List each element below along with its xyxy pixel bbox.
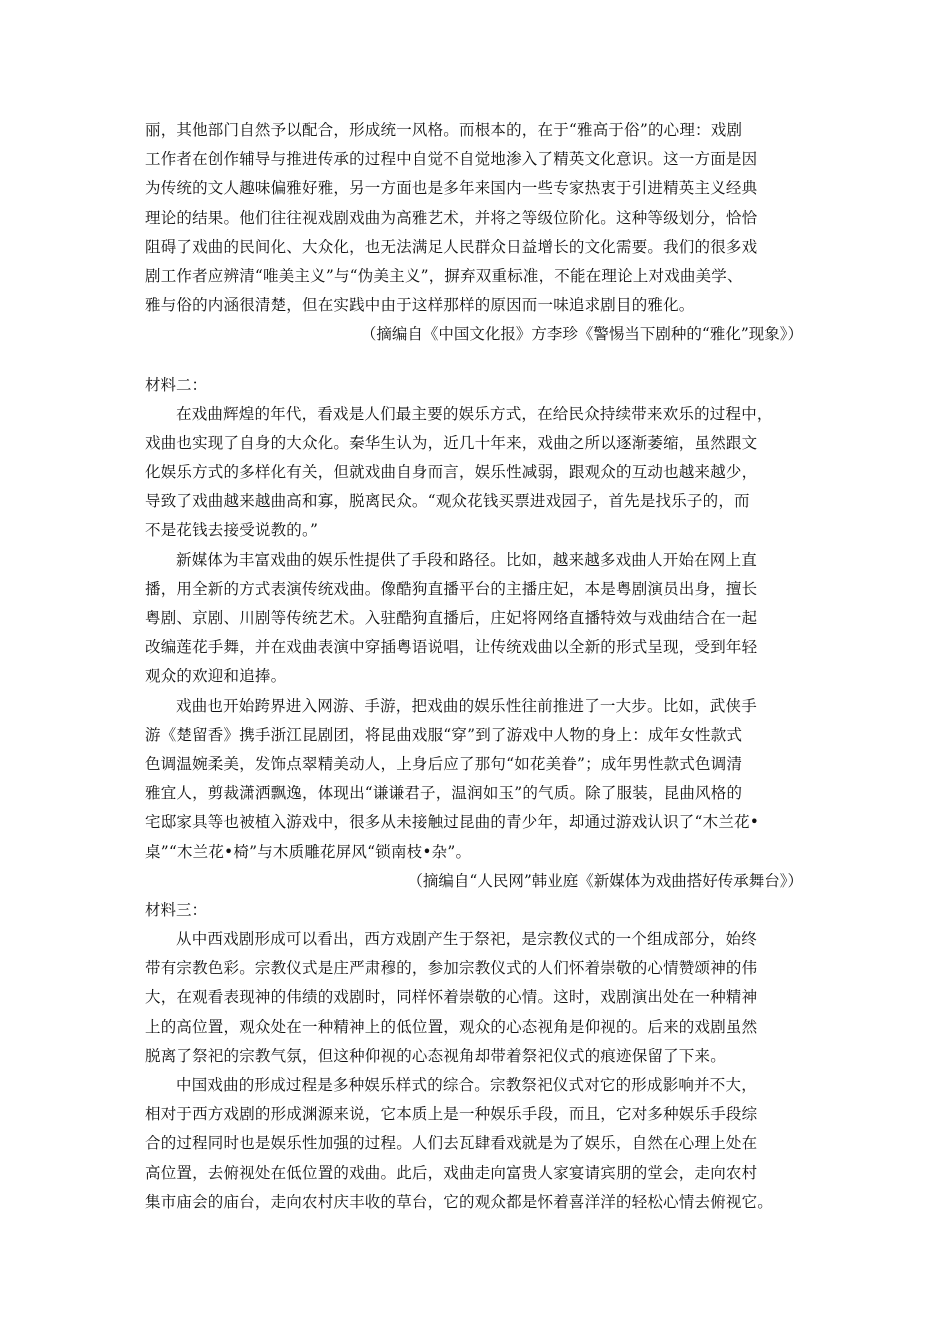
text-line: 观众的欢迎和追捧。 xyxy=(145,667,287,686)
section-heading: 材料三： xyxy=(145,900,208,919)
text-line: 戏曲也开始跨界进入网游、手游，把戏曲的娱乐性往前推进了一大步。比如，武侠手 xyxy=(176,696,757,715)
text-line: 相对于西方戏剧的形成渊源来说，它本质上是一种娱乐手段，而且，它对多种娱乐手段综 xyxy=(145,1105,758,1124)
text-line: 宅邸家具等也被植入游戏中，很多从未接触过昆曲的青少年，却通过游戏认识了“木兰花• xyxy=(145,813,760,832)
text-line: 播，用全新的方式表演传统戏曲。像酷狗直播平台的主播庄妃，本是粤剧演员出身，擅长 xyxy=(145,579,758,598)
text-line: 大，在观看表现神的伟绩的戏剧时，同样怀着崇敬的心情。这时，戏剧演出处在一种精神 xyxy=(145,988,758,1007)
paragraph xyxy=(145,692,805,867)
text-line: 工作者在创作辅导与推进传承的过程中自觉不自觉地渗入了精英文化意识。这一方面是因 xyxy=(145,150,758,169)
text-line: 集市庙会的庙台，走向农村庆丰收的草台，它的观众都是怀着喜洋洋的轻松心情去俯视它。 xyxy=(145,1192,774,1211)
paragraph xyxy=(145,546,805,692)
paragraph xyxy=(145,400,805,546)
paragraph xyxy=(145,1071,805,1217)
text-line: 合的过程同时也是娱乐性加强的过程。人们去瓦肆看戏就是为了娱乐，自然在心理上处在 xyxy=(145,1134,758,1153)
text-line: 色调温婉柔美，发饰点翠精美动人，上身后应了那句“如花美眷”；成年男性款式色调清 xyxy=(145,754,743,773)
source-citation: （摘编自《中国文化报》方李珍《警惕当下剧种的“雅化”现象》） xyxy=(360,325,803,344)
source-citation: （摘编自“人民网”韩业庭《新媒体为戏曲搭好传承舞台》） xyxy=(407,871,803,890)
text-line: 化娱乐方式的多样化有关，但就戏曲自身而言，娱乐性减弱，跟观众的互动也越来越少， xyxy=(145,463,758,482)
document-page xyxy=(145,116,805,1217)
text-line: 在戏曲辉煌的年代，看戏是人们最主要的娱乐方式，在给民众持续带来欢乐的过程中， xyxy=(176,404,773,423)
text-line: 中国戏曲的形成过程是多种娱乐样式的综合。宗教祭祀仪式对它的形成影响并不大， xyxy=(176,1076,757,1094)
text-line: 新媒体为丰富戏曲的娱乐性提供了手段和路径。比如，越来越多戏曲人开始在网上直 xyxy=(176,550,757,569)
text-line: 丽，其他部门自然予以配合，形成统一风格。而根本的，在于“雅高于俗”的心理：戏剧 xyxy=(145,121,743,139)
text-line: 导致了戏曲越来越曲高和寡，脱离民众。“观众花钱买票进戏园子，首先是找乐子的，而 xyxy=(145,492,750,511)
section-heading: 材料二： xyxy=(145,375,208,394)
section-gap xyxy=(145,350,805,371)
text-line: 为传统的文人趣味偏雅好雅，另一方面也是多年来国内一些专家热衷于引进精英主义经典 xyxy=(145,179,758,198)
text-line: 脱离了祭祀的宗教气氛，但这种仰视的心态视角却带着祭祀仪式的痕迹保留了下来。 xyxy=(145,1046,726,1065)
text-line: 上的高位置，观众处在一种精神上的低位置，观众的心态视角是仰视的。后来的戏剧虽然 xyxy=(145,1017,758,1036)
text-line: 从中西戏剧形成可以看出，西方戏剧产生于祭祀，是宗教仪式的一个组成部分，始终 xyxy=(176,930,757,949)
text-line: 雅与俗的内涵很清楚，但在实践中由于这样那样的原因而一味追求剧目的雅化。 xyxy=(145,296,695,315)
section-1 xyxy=(145,116,805,350)
section-3 xyxy=(145,896,805,1217)
paragraph xyxy=(145,925,805,1071)
text-line: 理论的结果。他们往往视戏剧戏曲为高雅艺术，并将之等级位阶化。这种等级划分，恰恰 xyxy=(145,208,758,227)
text-line: 高位置，去俯视处在低位置的戏曲。此后，戏曲走向富贵人家宴请宾朋的堂会，走向农村 xyxy=(145,1163,758,1182)
text-line: 戏曲也实现了自身的大众化。秦华生认为，近几十年来，戏曲之所以逐渐萎缩，虽然跟文 xyxy=(145,433,758,452)
text-line: 桌”“木兰花•椅”与木质雕花屏风“锁南枝•杂”。 xyxy=(145,842,472,861)
text-line: 不是花钱去接受说教的。” xyxy=(145,521,319,540)
text-line: 游《楚留香》携手浙江昆剧团，将昆曲戏服“穿”到了游戏中人物的身上：成年女性款式 xyxy=(145,725,743,744)
text-line: 雅宜人，剪裁潇洒飘逸，体现出“谦谦君子，温润如玉”的气质。除了服装，昆曲风格的 xyxy=(145,784,743,803)
text-line: 阻碍了戏曲的民间化、大众化，也无法满足人民群众日益增长的文化需要。我们的很多戏 xyxy=(145,237,758,256)
section-2 xyxy=(145,371,805,896)
text-line: 剧工作者应辨清“唯美主义”与“伪美主义”，摒弃双重标准，不能在理论上对戏曲美学、 xyxy=(145,266,743,285)
text-line: 粤剧、京剧、川剧等传统艺术。入驻酷狗直播后，庄妃将网络直播特效与戏曲结合在一起 xyxy=(145,609,758,627)
text-line: 改编莲花手舞，并在戏曲表演中穿插粤语说唱，让传统戏曲以全新的形式呈现，受到年轻 xyxy=(145,638,758,657)
text-line: 带有宗教色彩。宗教仪式是庄严肃穆的，参加宗教仪式的人们怀着崇敬的心情赞颂神的伟 xyxy=(145,959,758,978)
